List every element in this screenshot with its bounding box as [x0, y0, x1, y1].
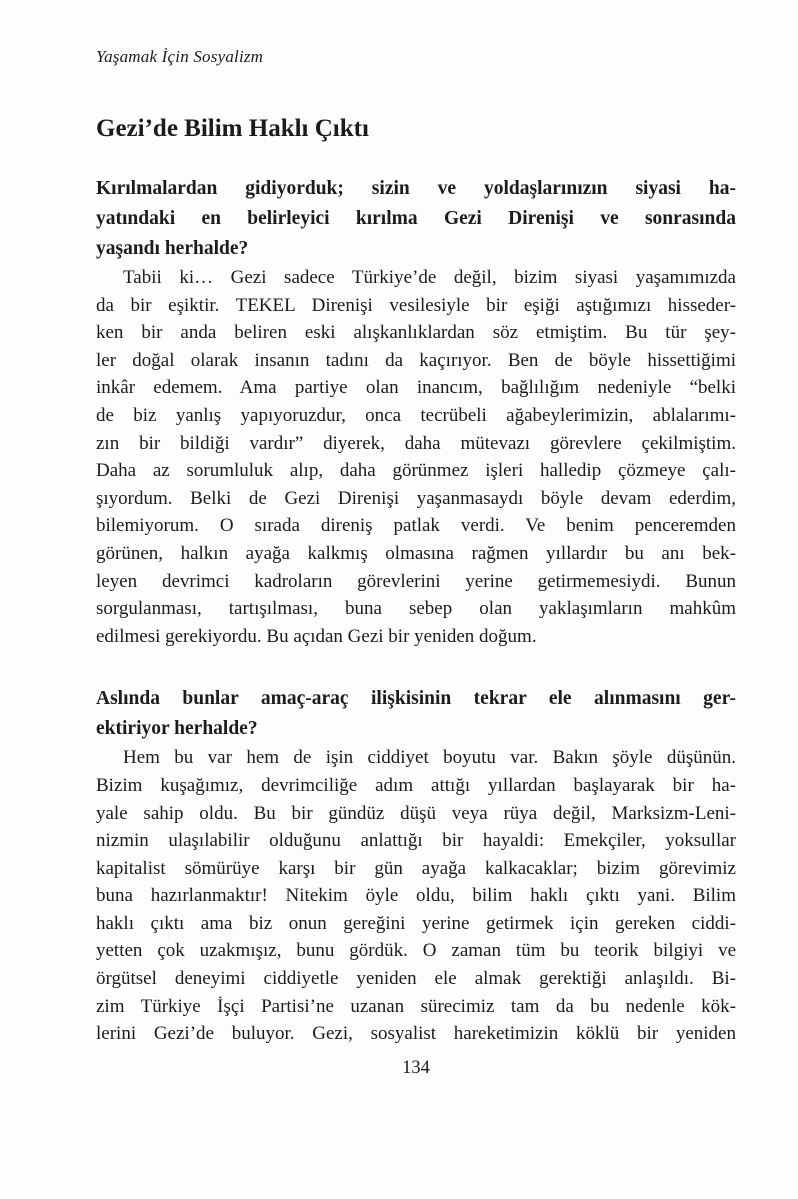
text-line: Hem bu var hem de işin ciddiyet boyutu var. Bakın şöyle düşünün. [123, 747, 736, 769]
text-line: Tabii ki… Gezi sadece Türkiye’de değil, bizim siyasi yaşamımızda [123, 267, 736, 288]
text-line: bilemiyorum. O sırada direniş patlak verdi. Ve benim penceremden [96, 515, 736, 537]
page-number: 134 [402, 1057, 430, 1078]
text-line: haklı çıktı ama biz onun gereğini yerine getirmek için gereken ciddi- [96, 912, 736, 934]
book-page [0, 47, 798, 1199]
text-line: ken bir anda beliren eski alışkanlıklardan söz etmiştim. Bu tür şey- [96, 322, 736, 344]
text-line: yale sahip oldu. Bu bir gündüz düşü veya rüya değil, Marksizm-Leni- [96, 802, 736, 824]
text-line: yaşandı herhalde? [96, 238, 249, 259]
running-header: Yaşamak İçin Sosyalizm [96, 47, 264, 66]
text-line: zim Türkiye İşçi Partisi’ne uzanan sürecimiz tam da bu nedenle kök- [96, 995, 736, 1017]
text-line: yatındaki en belirleyici kırılma Gezi Direnişi ve sonrasında [96, 208, 736, 229]
text-line: Aslında bunlar amaç-araç ilişkisinin tekrar ele alınmasını ger- [96, 688, 736, 710]
text-line: lerini Gezi’de buluyor. Gezi, sosyalist hareketimizin köklü bir yeniden [96, 1023, 736, 1045]
text-line: da bir eşiktir. TEKEL Direnişi vesilesiyle bir eşiği aştığımızı hisseder- [96, 294, 736, 316]
text-line: görünen, halkın ayağa kalkmış olmasına rağmen yıllardır bu anı bek- [96, 542, 736, 564]
text-line: edilmesi gerekiyordu. Bu açıdan Gezi bir yeniden doğum. [96, 625, 537, 647]
text-line: ektiriyor herhalde? [96, 718, 258, 740]
text-line: örgütsel deneyimi ciddiyetle yeniden ele almak gerektiği anlaşıldı. Bi- [96, 968, 736, 990]
text-line: şıyordum. Belki de Gezi Direnişi yaşanmasaydı böyle devam ederdim, [96, 487, 736, 509]
text-line: buna hazırlanmaktır! Nitekim öyle oldu, bilim haklı çıktı yani. Bilim [96, 885, 736, 907]
text-line: yetten çok uzakmışız, bunu gördük. O zaman tüm bu teorik bilgiyi ve [96, 940, 736, 962]
text-line: zın bir bildiği vardır” diyerek, daha mütevazı görevlere çekilmiştim. [96, 432, 736, 454]
text-line: inkâr edemem. Ama partiye olan inancım, bağlılığım nedeniyle “belki [96, 377, 736, 399]
text-line: nizmin ulaşılabilir olduğunu anlattığı bir hayaldi: Emekçiler, yoksullar [96, 830, 736, 852]
text-line: leyen devrimci kadroların görevlerini yerine getirmemesiydi. Bunun [96, 570, 736, 592]
text-line: ler doğal olarak insanın tadını da kaçırıyor. Ben de böyle hissettiğimi [96, 349, 736, 371]
text-line: Daha az sorumluluk alıp, daha görünmez işleri halledip çözmeye çalı- [96, 460, 736, 482]
text-line: Kırılmalardan gidiyorduk; sizin ve yoldaşlarınızın siyasi ha- [96, 178, 736, 199]
text-line: Bizim kuşağımız, devrimciliğe adım attığı yıllardan başlayarak bir ha- [96, 774, 736, 796]
chapter-title: Gezi’de Bilim Haklı Çıktı [96, 115, 369, 142]
interview-answer-2 [96, 744, 736, 1048]
interview-question-1 [96, 174, 736, 264]
interview-answer-1 [96, 264, 736, 650]
text-line: kapitalist sömürüye karşı bir gün ayağa kalkacaklar; bizim görevimiz [96, 857, 736, 879]
text-line: sorgulanması, tartışılması, buna sebep olan yaklaşımların mahkûm [96, 598, 736, 620]
text-line: de biz yanlış yapıyoruzdur, onca tecrübeli ağabeylerimizin, ablalarımı- [96, 404, 736, 426]
interview-question-2 [96, 684, 736, 744]
